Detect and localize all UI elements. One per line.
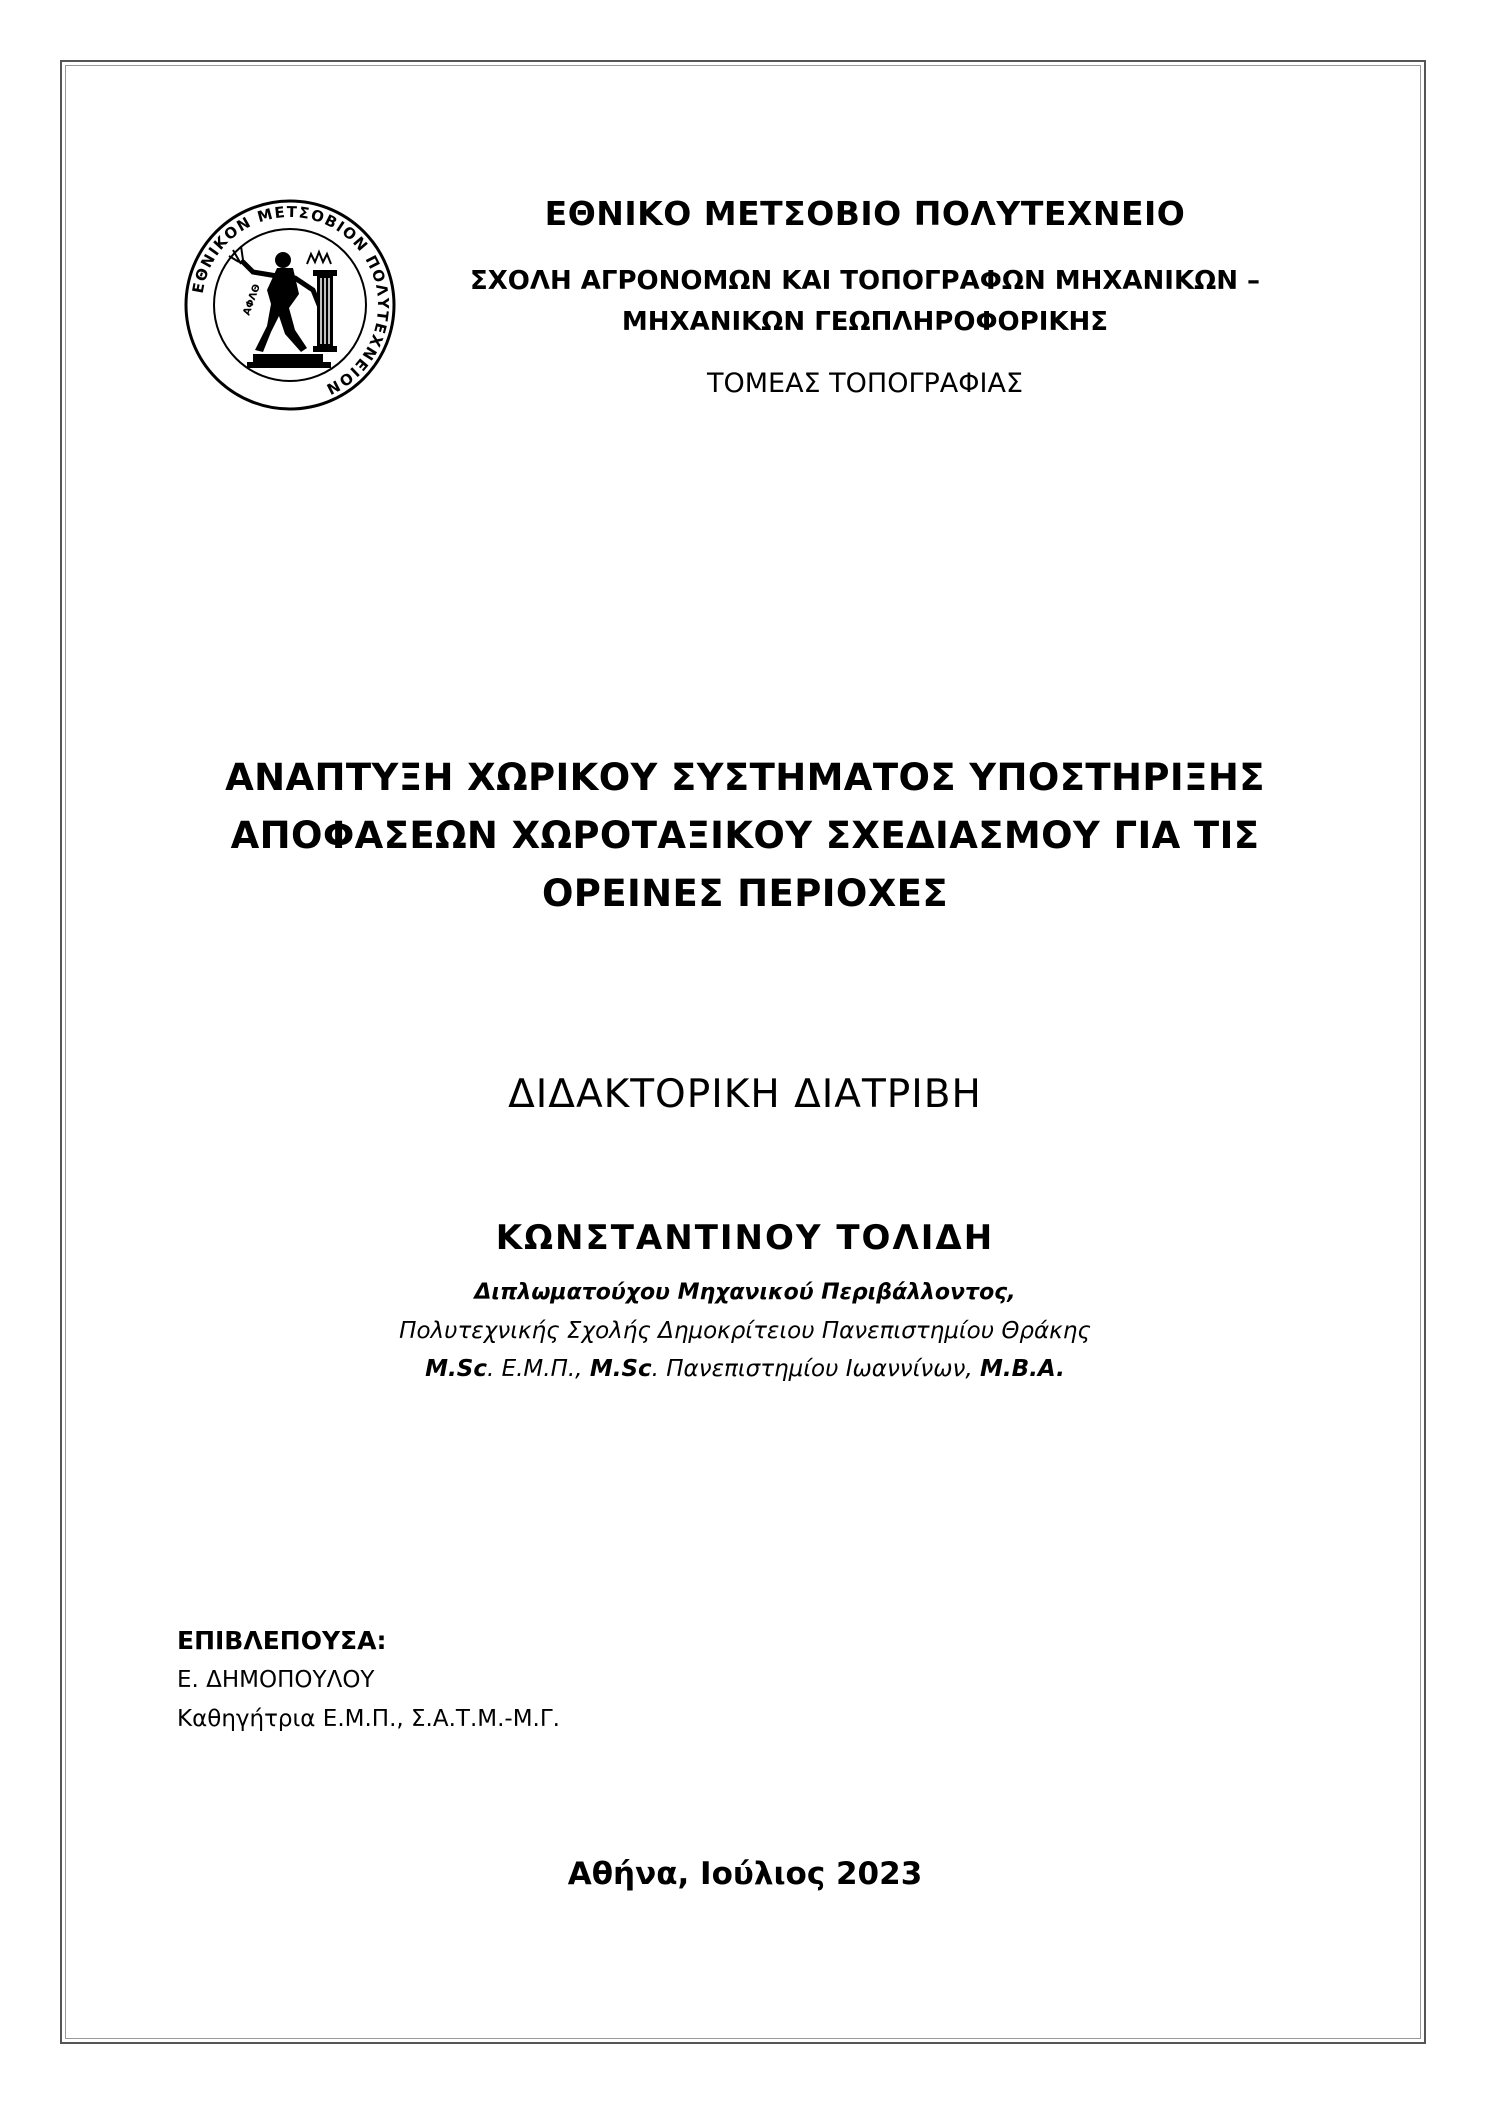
university-seal-logo — [183, 198, 397, 412]
author-credential-1: Διπλωματούχου Μηχανικού Περιβάλλοντος, — [474, 1280, 1016, 1305]
university-name: ΕΘΝΙΚΟ ΜΕΤΣΟΒΙΟ ΠΟΛΥΤΕΧΝΕΙΟ — [544, 194, 1186, 233]
place-and-date: Αθήνα, Ιούλιος 2023 — [567, 1856, 923, 1892]
author-credential-3 — [120, 1356, 1370, 1382]
division-name: ΤΟΜΕΑΣ ΤΟΠΟΓΡΑΦΙΑΣ — [706, 368, 1024, 399]
author-name: ΚΩΝΣΤΑΝΤΙΝΟΥ ΤΟΛΙΔΗ — [495, 1218, 995, 1258]
svg-text:ΕΘΝΙΚΟΝ ΜΕΤΣΟΒΙΟΝ ΠΟΛΥΤΕΧΝΕΙΟΝ: ΕΘΝΙΚΟΝ ΜΕΤΣΟΒΙΟΝ ΠΟΛΥΤΕΧΝΕΙΟΝ — [188, 202, 393, 399]
supervisor-name: Ε. ΔΗΜΟΠΟΥΛΟΥ — [177, 1667, 375, 1693]
school-name-line-1: ΣΧΟΛΗ ΑΓΡΟΝΟΜΩΝ ΚΑΙ ΤΟΠΟΓΡΑΦΩΝ ΜΗΧΑΝΙΚΩΝ – — [469, 266, 1261, 296]
thesis-title-line-1: ΑΝΑΠΤΥΞΗ ΧΩΡΙΚΟΥ ΣΥΣΤΗΜΑΤΟΣ ΥΠΟΣΤΗΡΙΞΗΣ — [225, 756, 1265, 799]
ntua-affiliation: . Ε.Μ.Π., — [486, 1356, 590, 1382]
msc-degree-1: M.Sc — [425, 1356, 487, 1382]
author-credential-2: Πολυτεχνικής Σχολής Δημοκρίτειου Πανεπιστημίου Θράκης — [399, 1318, 1091, 1344]
svg-text:ΑΦΛΘ: ΑΦΛΘ — [241, 282, 263, 318]
thesis-type: ΔΙΔΑΚΤΟΡΙΚΗ ΔΙΑΤΡΙΒΗ — [508, 1072, 982, 1117]
supervisor-label: ΕΠΙΒΛΕΠΟΥΣΑ: — [177, 1626, 387, 1655]
ioannina-affiliation: . Πανεπιστημίου Ιωαννίνων, — [651, 1356, 980, 1382]
supervisor-role: Καθηγήτρια Ε.Μ.Π., Σ.Α.Τ.Μ.-Μ.Γ. — [177, 1706, 560, 1732]
school-name-line-2: ΜΗΧΑΝΙΚΩΝ ΓΕΩΠΛΗΡΟΦΟΡΙΚΗΣ — [621, 307, 1109, 337]
thesis-title-line-2: ΑΠΟΦΑΣΕΩΝ ΧΩΡΟΤΑΞΙΚΟΥ ΣΧΕΔΙΑΣΜΟΥ ΓΙΑ ΤΙΣ — [230, 814, 1260, 857]
thesis-title-line-3: ΟΡΕΙΝΕΣ ΠΕΡΙΟΧΕΣ — [541, 872, 949, 915]
mba-degree: M.B.A. — [980, 1356, 1065, 1382]
msc-degree-2: M.Sc — [589, 1356, 652, 1382]
